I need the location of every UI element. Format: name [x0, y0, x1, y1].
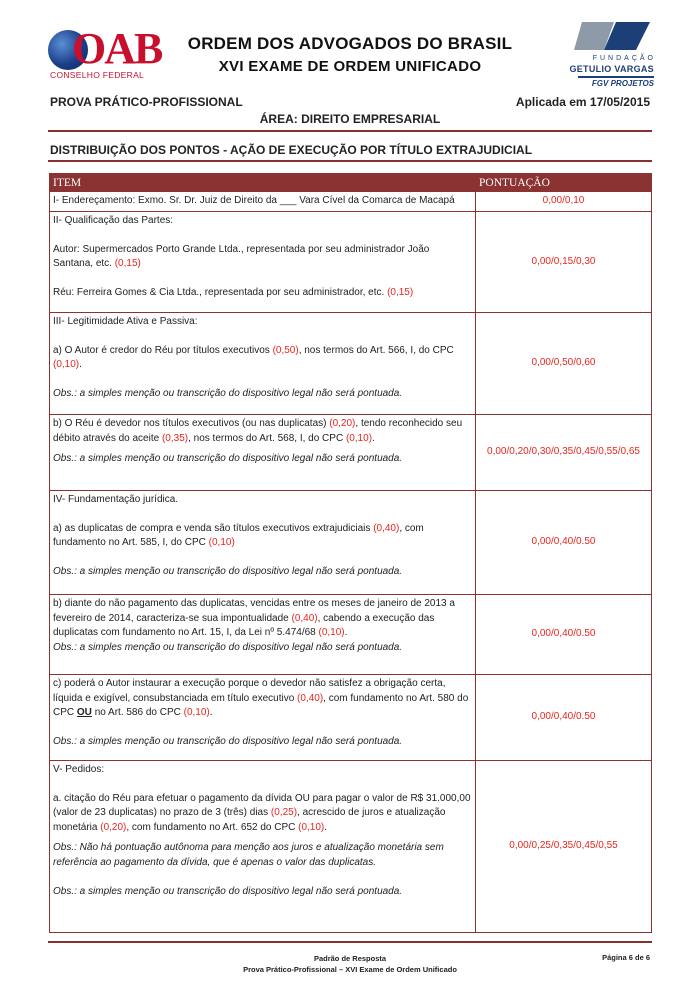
item-heading: IV- Fundamentação jurídica.: [53, 494, 179, 505]
points-table: [49, 173, 652, 933]
points-value: (0,50): [272, 344, 299, 356]
fgv-logo: [566, 20, 656, 92]
points-value: (0,40): [297, 692, 324, 704]
item-paragraph: a. citação do Réu para efetuar o pagamento da dívida OU para pagar o valor de R$ 31.000,00 (valor de 23 duplicatas) no prazo de 3 (três) dias (0,25), acrescido de juros e atualização monetária (0,20), com fundamento no Art. 652 do CPC (0,10).: [53, 792, 471, 833]
score-cell: 0,00/0,10: [476, 192, 652, 212]
item-cell: [50, 761, 476, 933]
table-row: [50, 491, 652, 595]
score-cell: 0,00/0,40/0.50: [476, 491, 652, 595]
item-paragraph: b) O Réu é devedor nos títulos executivos (ou nas duplicatas) (0,20), tendo reconhecido seu débito através do aceite (0,35), nos termos do Art. 568, I, do CPC (0,10).: [53, 418, 463, 444]
points-value: (0,40): [291, 612, 318, 624]
item-heading: V- Pedidos:: [53, 764, 105, 775]
item-note: Obs.: a simples menção ou transcrição do dispositivo legal não será pontuada.: [53, 453, 403, 465]
oab-logo-subtitle: CONSELHO FEDERAL: [50, 70, 145, 80]
item-paragraph: c) poderá o Autor instaurar a execução porque o devedor não satisfez a obrigação certa, líquida e exigível, consubstanciada em título executivo (0,40), com fundamento no Art. 580 do CPC OU no Art. 586 do CPC (0,10).: [53, 678, 469, 719]
item-cell: [50, 415, 476, 491]
score-cell: 0,00/0,50/0,60: [476, 313, 652, 415]
item-note: Obs.: a simples menção ou transcrição do dispositivo legal não será pontuada.: [53, 387, 403, 399]
item-paragraph: Réu: Ferreira Gomes & Cia Ltda., representada por seu administrador, etc. (0,15): [53, 286, 414, 298]
item-note: Obs.: a simples menção ou transcrição do dispositivo legal não será pontuada.: [53, 641, 403, 653]
item-paragraph: a) O Autor é credor do Réu por títulos executivos (0,50), nos termos do Art. 566, I, do CPC (0,10).: [53, 344, 454, 371]
column-header-item: ITEM: [50, 174, 476, 192]
points-value: (0,10): [183, 707, 210, 719]
table-row: [50, 212, 652, 313]
points-value: (0,10): [298, 821, 325, 833]
item-note: Obs.: a simples menção ou transcrição do dispositivo legal não será pontuada.: [53, 885, 403, 897]
item-note: Obs.: Não há pontuação autônoma para menção aos juros e atualização monetária sem referência ao pagamento da dívida, que é apenas o valor das duplicatas.: [53, 842, 444, 868]
column-header-score: PONTUAÇÃO: [476, 174, 652, 192]
footer: [0, 953, 700, 975]
item-heading: III- Legitimidade Ativa e Passiva:: [53, 316, 198, 327]
points-value: (0,20): [329, 418, 356, 429]
table-row: [50, 192, 652, 212]
item-text: I- Endereçamento: Exmo. Sr. Dr. Juiz de Direito da ___ Vara Cível da Comarca de Macapá: [53, 195, 455, 206]
fgv-logo-line3: FGV PROJETOS: [591, 79, 654, 88]
item-cell: [50, 675, 476, 761]
item-heading: II- Qualificação das Partes:: [53, 215, 174, 226]
points-value: (0,20): [100, 821, 127, 833]
score-cell: 0,00/0,40/0.50: [476, 595, 652, 675]
table-header-row: [50, 174, 652, 192]
points-value: (0,40): [373, 522, 400, 534]
points-value: (0,15): [114, 258, 141, 270]
fgv-mark-icon: [574, 20, 652, 52]
score-cell: 0,00/0,40/0.50: [476, 675, 652, 761]
score-cell: 0,00/0,20/0,30/0,35/0,45/0,55/0,65: [476, 415, 652, 491]
page-subtitle: XVI EXAME DE ORDEM UNIFICADO: [218, 58, 482, 75]
page-title: ORDEM DOS ADVOGADOS DO BRASIL: [187, 34, 513, 53]
section-title: DISTRIBUIÇÃO DOS PONTOS - AÇÃO DE EXECUÇÃO POR TÍTULO EXTRAJUDICIAL: [50, 143, 533, 157]
applied-date: Aplicada em 17/05/2015: [515, 95, 650, 109]
item-note: Obs.: a simples menção ou transcrição do dispositivo legal não será pontuada.: [53, 735, 403, 747]
score-cell: 0,00/0,15/0,30: [476, 212, 652, 313]
exam-area: ÁREA: DIREITO EMPRESARIAL: [259, 112, 441, 126]
item-cell: [50, 212, 476, 313]
item-paragraph: Autor: Supermercados Porto Grande Ltda., representada por seu administrador João Santana, etc. (0,15): [53, 243, 430, 270]
item-cell: [50, 491, 476, 595]
table-row: [50, 595, 652, 675]
score-cell: 0,00/0,25/0,35/0,45/0,55: [476, 761, 652, 933]
points-value: (0,15): [387, 286, 414, 298]
points-value: (0,25): [270, 807, 298, 819]
table-bottom-divider: [48, 941, 652, 943]
item-paragraph: a) as duplicatas de compra e venda são títulos executivos extrajudiciais (0,40), com fundamento no Art. 585, I, do CPC (0,10): [53, 522, 424, 549]
points-value: (0,10): [208, 537, 235, 549]
fgv-logo-line2: GETULIO VARGAS: [569, 64, 654, 74]
item-cell: [50, 192, 476, 212]
fgv-logo-line1: FUNDAÇÃO: [592, 55, 656, 62]
oab-logo-text: OAB: [72, 24, 162, 73]
item-note: Obs.: a simples menção ou transcrição do dispositivo legal não será pontuada.: [53, 565, 403, 577]
footer-line2: Prova Prático-Profissional – XVI Exame de Ordem Unificado: [243, 965, 457, 974]
fgv-divider: [578, 76, 654, 78]
item-paragraph: b) diante do não pagamento das duplicatas, vencidas entre os meses de janeiro de 2013 a fevereiro de 2014, caracteriza-se sua impontualidade (0,40), cabendo a execução das duplicatas com fundamento no Art. 15, I, da Lei nº 5.474/68 (0,10).: [53, 598, 455, 639]
header-divider: [48, 130, 652, 132]
table-row: [50, 313, 652, 415]
points-value: (0,10): [318, 627, 345, 639]
points-value: (0,35): [161, 432, 189, 444]
table-row: [50, 675, 652, 761]
item-cell: [50, 313, 476, 415]
footer-line1: Padrão de Resposta: [313, 954, 387, 963]
page-number: Página 6 de 6: [602, 953, 650, 962]
points-value: (0,10): [345, 432, 373, 444]
exam-type: PROVA PRÁTICO-PROFISSIONAL: [50, 95, 243, 109]
points-value: (0,10): [53, 359, 80, 371]
item-cell: [50, 595, 476, 675]
table-row: [50, 415, 652, 491]
table-row: [50, 761, 652, 933]
or-emphasis: OU: [76, 707, 92, 719]
section-divider: [48, 160, 652, 162]
